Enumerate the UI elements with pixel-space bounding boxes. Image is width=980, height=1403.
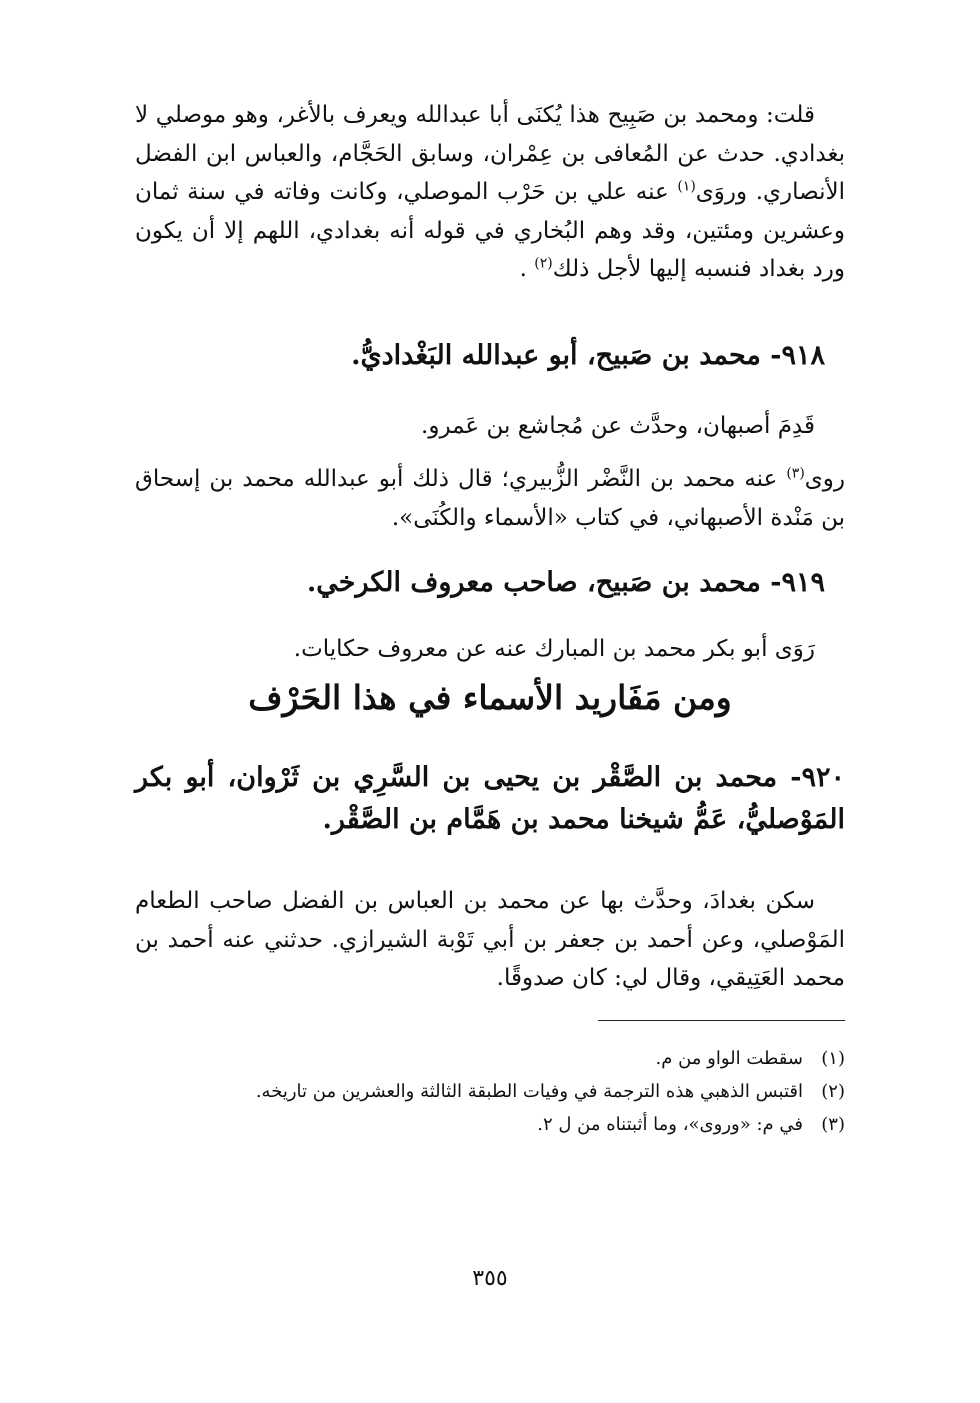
footnote-ref-1[interactable]: (١) — [677, 178, 696, 195]
footnote-text: اقتبس الذهبي هذه الترجمة في وفيات الطبقة الثالثة والعشرين من تاريخه. — [255, 1081, 803, 1102]
entry-918-body — [135, 407, 845, 446]
page-number: ٣٥٥ — [472, 1266, 508, 1291]
paragraph-opening — [135, 96, 845, 289]
entry-918-body-2 — [135, 460, 845, 537]
footnote-ref-2[interactable]: (٢) — [534, 255, 553, 272]
entry-918-line-1: قَدِمَ أصبهان، وحدَّث عن مُجاشع بن عَمرو. — [421, 413, 815, 439]
entry-919-title: ٩١٩- محمد بن صَبيح، صاحب معروف الكرخي. — [306, 567, 825, 598]
entry-920-body — [135, 882, 845, 998]
footnote-number: (٢) — [821, 1081, 845, 1102]
footnote-ref-3[interactable]: (٣) — [786, 465, 805, 482]
entry-918-title: ٩١٨- محمد بن صَبيح، أبو عبدالله البَغْداديُّ. — [351, 340, 825, 371]
entry-918-line-2: روى$^{(٣)}$ عنه محمد بن النَّضْر الزُّبيري؛ قال ذلك أبو عبدالله محمد بن إسحاق بن مَنْدة الأصبهاني، في كتاب «الأسماء والكُنَى». — [135, 465, 845, 531]
footnote-1 — [135, 1042, 845, 1075]
entry-919-body — [135, 630, 845, 669]
section-heading: ومن مَفَاريد الأسماء في هذا الحَرْف — [248, 678, 732, 717]
footnote-3 — [135, 1108, 845, 1141]
footnote-divider — [598, 1020, 845, 1021]
footnote-2 — [135, 1075, 845, 1108]
entry-920-title: ٩٢٠- محمد بن الصَّقْر بن يحيى بن السَّرِي بن ثَرْوان، أبو بكر المَوْصليُّ، عَمُّ شيخنا محمد بن هَمَّام بن الصَّقْر. — [135, 762, 845, 835]
footnotes — [135, 1042, 845, 1141]
footnote-text: سقطت الواو من م. — [655, 1048, 803, 1069]
entry-920-text: سكن بغدادَ، وحدَّث بها عن محمد بن العباس بن الفضل صاحب الطعام المَوْصلي، وعن أحمد بن جعفر بن أبي تَوْبة الشيرازي. حدثني عنه أحمد بن محمد العَتِيقي، وقال لي: كان صدوقًا. — [135, 888, 845, 991]
footnote-number: (١) — [821, 1048, 845, 1069]
footnote-number: (٣) — [821, 1114, 845, 1135]
entry-919-line-1: رَوَى أبو بكر محمد بن المبارك عنه عن معروف حكايات. — [293, 636, 815, 662]
footnote-text: في م: «وروى»، وما أثبتناه من ل ٢. — [537, 1114, 803, 1135]
paragraph-opening-text: قلت: ومحمد بن صَبِيح هذا يُكنَى أبا عبدالله ويعرف بالأغر، وهو موصلي لا بغدادي. حدث عن المُعافى بن عِمْران، وسابق الحَجَّام، والعباس ابن الفضل الأنصاري. وروَى$^{(١)}$ عنه علي بن حَرْب الموصلي، وكانت وفاته في سنة ثمان وعشرين ومئتين، وقد وهم البُخاري في قوله أنه بغدادي، اللهم إلا أن يكون ورد بغداد فنسبه إليها لأجل ذلك$^{(٢)}$ . — [135, 102, 845, 282]
